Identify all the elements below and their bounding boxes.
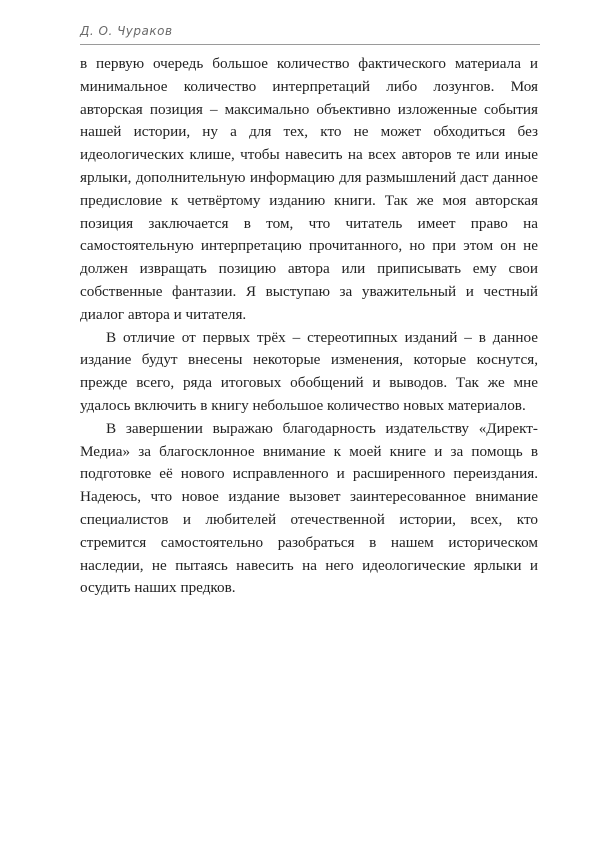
body-text: [80, 53, 538, 600]
running-head-author: Д. О. Чураков: [80, 24, 173, 38]
header-rule: [80, 44, 540, 45]
paragraph: В отличие от первых трёх – стереотипных изданий – в данное издание будут внесены некоторые изменения, которые коснутся, прежде всего, ряда итоговых обобщений и выводов. Так же мне удалось включить в книгу небольшое количество новых материалов.: [80, 328, 538, 414]
paragraph-continued: в первую очередь большое количество фактического материала и минимальное количество интерпретаций либо лозунгов. Моя авторская позиция – максимально объективно изложенные события нашей истории, ну а для тех, кто не может обходиться без идеологических клише, чтобы навесить на всех авторов те или иные ярлыки, дополнительную информацию для размышлений даст данное предисловие к четвёртому изданию книги. Так же моя авторская позиция заключается в том, что читатель имеет право на самостоятельную интерпретацию прочитанного, но при этом он не должен извращать позицию автора или приписывать ему свои собственные фантазии. Я выступаю за уважительный и честный диалог автора и читателя.: [80, 55, 538, 323]
paragraph: В завершении выражаю благодарность издательству «Директ-Медиа» за благосклонное внимание к моей книге и за помощь в подготовке её нового исправленного и расширенного переиздания. Надеюсь, что новое издание вызовет заинтересованное внимание специалистов и любителей отечественной истории, всех, кто стремится самостоятельно разобраться в нашем историческом наследии, не пытаясь навесить на него идеологические ярлыки и осудить наших предков.: [80, 419, 538, 597]
